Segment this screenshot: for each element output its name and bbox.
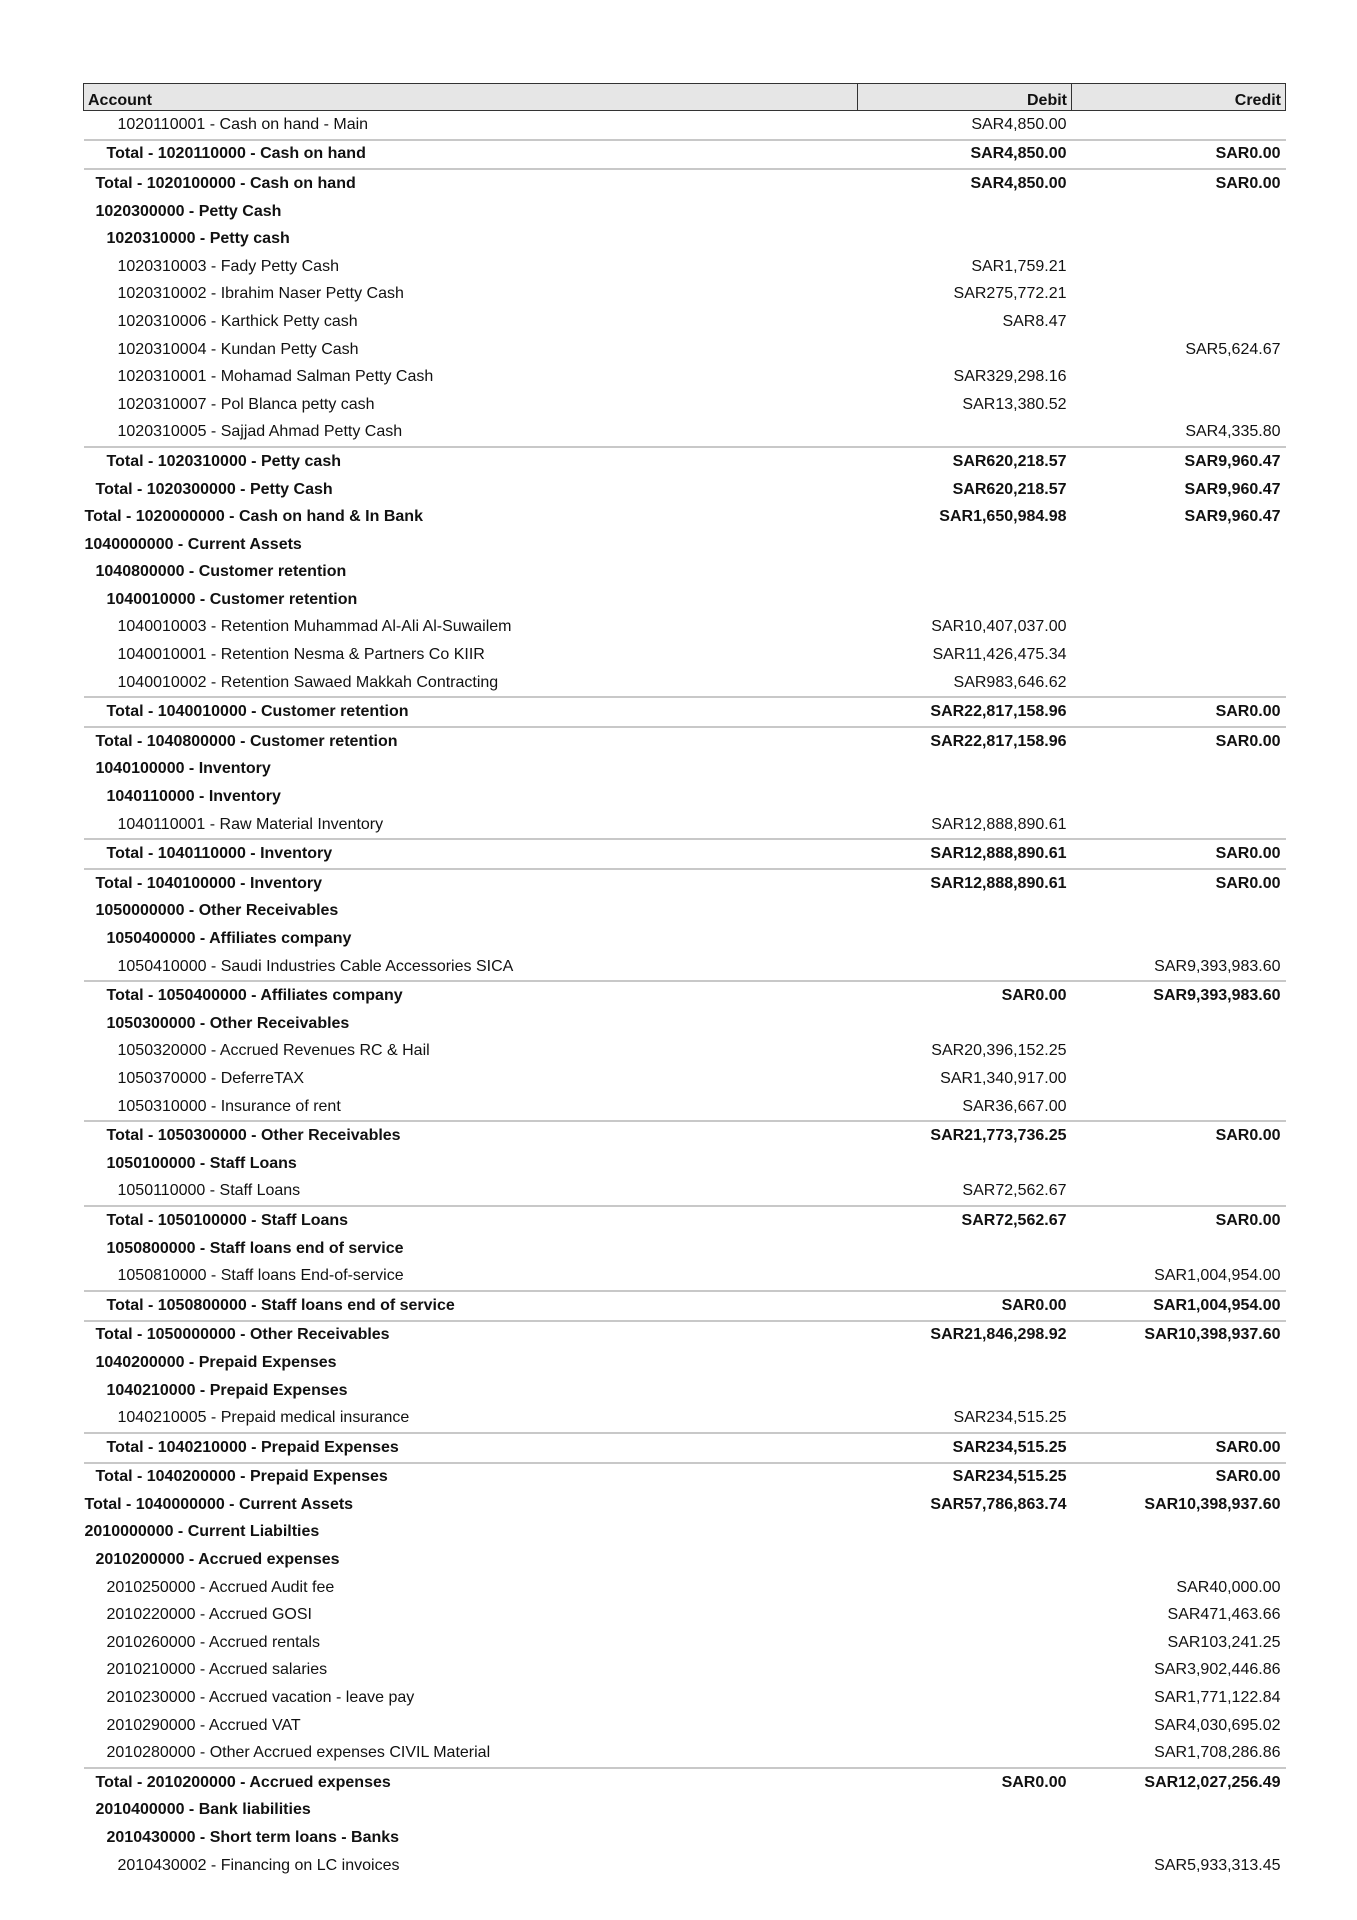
debit-cell: SAR57,786,863.74 <box>930 1495 1067 1513</box>
total-row <box>84 697 1286 727</box>
credit-cell: SAR471,463.66 <box>1167 1606 1281 1624</box>
account-cell: 1020310007 - Pol Blanca petty cash <box>117 395 375 413</box>
account-cell: 1020310005 - Sajjad Ahmad Petty Cash <box>117 423 403 441</box>
total-row <box>84 1491 1286 1519</box>
credit-cell <box>1072 1797 1286 1825</box>
group-header-row <box>84 756 1286 784</box>
credit-cell <box>1072 1010 1286 1038</box>
debit-cell: SAR12,888,890.61 <box>931 815 1067 833</box>
debit-cell: SAR4,850.00 <box>970 174 1067 192</box>
debit-cell: SAR13,380.52 <box>962 395 1067 413</box>
debit-cell: SAR36,667.00 <box>962 1097 1067 1115</box>
account-cell: 2010210000 - Accrued salaries <box>106 1661 328 1679</box>
account-cell: 1020110001 - Cash on hand - Main <box>117 115 369 133</box>
debit-cell <box>858 1684 1072 1712</box>
group-header-row <box>84 586 1286 614</box>
credit-cell <box>1072 198 1286 226</box>
account-cell: 1050810000 - Staff loans End-of-service <box>117 1267 404 1285</box>
group-header-row <box>84 898 1286 926</box>
account-cell: 2010280000 - Other Accrued expenses CIVIL Material <box>106 1744 491 1762</box>
table-row <box>84 419 1286 448</box>
table-row <box>84 308 1286 336</box>
debit-cell <box>858 1797 1072 1825</box>
credit-cell: SAR9,960.47 <box>1184 508 1281 526</box>
table-row <box>84 1093 1286 1122</box>
table-row <box>84 1601 1286 1629</box>
account-cell: 2010220000 - Accrued GOSI <box>106 1606 312 1624</box>
group-header-row <box>84 1349 1286 1377</box>
account-cell: 1040000000 - Current Assets <box>84 535 302 553</box>
credit-cell: SAR10,398,937.60 <box>1144 1495 1281 1513</box>
debit-cell <box>858 1235 1072 1263</box>
total-row <box>84 1433 1286 1463</box>
group-header-row <box>84 1797 1286 1825</box>
table-row <box>84 1065 1286 1093</box>
account-cell: Total - 1020000000 - Cash on hand & In Bank <box>84 508 423 526</box>
debit-cell: SAR21,773,736.25 <box>858 1121 1072 1150</box>
credit-cell <box>1072 1546 1286 1574</box>
credit-cell: SAR1,004,954.00 <box>1154 1267 1281 1285</box>
account-cell: 2010250000 - Accrued Audit fee <box>106 1578 335 1596</box>
debit-cell: SAR234,515.25 <box>953 1409 1067 1427</box>
debit-cell <box>858 1150 1072 1178</box>
total-row <box>84 1768 1286 1797</box>
credit-cell <box>1072 531 1286 559</box>
account-cell: Total - 1040000000 - Current Assets <box>84 1495 354 1513</box>
table-row <box>84 953 1286 982</box>
account-cell: 2010430002 - Financing on LC invoices <box>117 1856 400 1874</box>
debit-cell: SAR22,817,158.96 <box>858 697 1072 727</box>
total-row <box>84 1463 1286 1492</box>
table-row <box>84 1852 1286 1880</box>
table-row <box>84 1404 1286 1433</box>
account-cell: 2010290000 - Accrued VAT <box>106 1716 301 1734</box>
credit-cell <box>1072 1093 1286 1122</box>
credit-cell: SAR10,398,937.60 <box>1144 1326 1281 1344</box>
debit-cell: SAR12,888,890.61 <box>930 874 1067 892</box>
credit-cell: SAR4,030,695.02 <box>1154 1716 1281 1734</box>
debit-cell <box>858 1601 1072 1629</box>
table-row <box>84 811 1286 840</box>
credit-cell <box>1072 586 1286 614</box>
credit-cell <box>1072 1235 1286 1263</box>
group-header-row <box>84 1546 1286 1574</box>
account-cell: 2010400000 - Bank liabilities <box>95 1801 311 1819</box>
trial-balance-table <box>83 83 1286 1879</box>
account-cell: 2010230000 - Accrued vacation - leave pay <box>106 1689 415 1707</box>
debit-cell <box>858 1824 1072 1852</box>
table-row <box>84 614 1286 642</box>
debit-cell: SAR1,759.21 <box>971 257 1067 275</box>
account-cell: 1050800000 - Staff loans end of service <box>106 1239 404 1257</box>
debit-cell: SAR11,426,475.34 <box>932 646 1067 664</box>
credit-cell <box>1072 669 1286 698</box>
total-row <box>84 1321 1286 1350</box>
credit-cell <box>1072 1824 1286 1852</box>
table-row <box>84 1684 1286 1712</box>
table-row <box>84 111 1286 140</box>
credit-cell: SAR1,771,122.84 <box>1154 1689 1281 1707</box>
credit-cell <box>1072 253 1286 281</box>
debit-cell <box>858 559 1072 587</box>
credit-cell <box>1072 391 1286 419</box>
debit-cell: SAR72,562.67 <box>962 1182 1067 1200</box>
credit-cell: SAR0.00 <box>1072 140 1286 170</box>
debit-cell: SAR12,888,890.61 <box>858 839 1072 869</box>
debit-cell: SAR21,846,298.92 <box>930 1326 1067 1344</box>
account-cell: 2010200000 - Accrued expenses <box>95 1551 340 1569</box>
account-cell: 1020310003 - Fady Petty Cash <box>117 257 339 275</box>
account-cell: 1040010001 - Retention Nesma & Partners Co KIIR <box>117 646 485 664</box>
account-cell: Total - 1050300000 - Other Receivables <box>84 1121 858 1150</box>
table-row <box>84 1574 1286 1602</box>
debit-cell: SAR72,562.67 <box>858 1206 1072 1235</box>
debit-cell <box>858 336 1072 364</box>
debit-cell: SAR234,515.25 <box>858 1433 1072 1463</box>
credit-cell: SAR9,960.47 <box>1184 480 1281 498</box>
total-row <box>84 839 1286 869</box>
total-row <box>84 1291 1286 1321</box>
table-row <box>84 1657 1286 1685</box>
group-header-row <box>84 1150 1286 1178</box>
debit-cell <box>858 1629 1072 1657</box>
account-cell: 1020310004 - Kundan Petty Cash <box>117 340 359 358</box>
debit-cell <box>858 1852 1072 1880</box>
group-header-row <box>84 531 1286 559</box>
credit-cell: SAR0.00 <box>1215 874 1281 892</box>
group-header-row <box>84 198 1286 226</box>
total-row <box>84 169 1286 198</box>
credit-cell <box>1072 811 1286 840</box>
total-row <box>84 503 1286 531</box>
table-row <box>84 1038 1286 1066</box>
debit-cell: SAR0.00 <box>858 1768 1072 1797</box>
debit-cell: SAR983,646.62 <box>953 673 1067 691</box>
debit-cell <box>858 586 1072 614</box>
account-cell: Total - 1040200000 - Prepaid Expenses <box>95 1468 388 1486</box>
group-header-row <box>84 1010 1286 1038</box>
account-cell: Total - 1020110000 - Cash on hand <box>84 140 858 170</box>
account-cell: Total - 1040010000 - Customer retention <box>84 697 858 727</box>
credit-cell: SAR1,708,286.86 <box>1154 1744 1281 1762</box>
account-cell: Total - 1040210000 - Prepaid Expenses <box>84 1433 858 1463</box>
credit-cell <box>1072 559 1286 587</box>
credit-cell <box>1072 756 1286 784</box>
debit-cell: SAR4,850.00 <box>858 140 1072 170</box>
credit-cell: SAR5,933,313.45 <box>1154 1856 1281 1874</box>
total-row <box>84 140 1286 170</box>
table-row <box>84 391 1286 419</box>
debit-cell <box>858 756 1072 784</box>
credit-cell: SAR0.00 <box>1215 732 1281 750</box>
account-cell: 2010260000 - Accrued rentals <box>106 1633 320 1651</box>
account-cell: Total - 2010200000 - Accrued expenses <box>84 1768 858 1797</box>
account-cell: 1020310006 - Karthick Petty cash <box>117 312 358 330</box>
debit-cell <box>858 783 1072 811</box>
account-cell: 1040200000 - Prepaid Expenses <box>95 1353 337 1371</box>
credit-cell <box>1072 111 1286 140</box>
debit-cell: SAR234,515.25 <box>952 1468 1067 1486</box>
account-cell: Total - 1050000000 - Other Receivables <box>95 1326 390 1344</box>
account-cell: Total - 1040110000 - Inventory <box>84 839 858 869</box>
debit-cell <box>858 898 1072 926</box>
credit-column-header: Credit <box>1072 84 1286 111</box>
table-row <box>84 1629 1286 1657</box>
credit-cell: SAR0.00 <box>1072 839 1286 869</box>
debit-cell <box>858 198 1072 226</box>
debit-cell <box>858 925 1072 953</box>
credit-cell: SAR12,027,256.49 <box>1072 1768 1286 1797</box>
table-row <box>84 363 1286 391</box>
debit-cell: SAR1,650,984.98 <box>939 508 1067 526</box>
group-header-row <box>84 559 1286 587</box>
debit-cell: SAR4,850.00 <box>971 115 1067 133</box>
credit-cell <box>1072 1349 1286 1377</box>
account-cell: 1020310001 - Mohamad Salman Petty Cash <box>117 368 434 386</box>
debit-cell <box>858 953 1072 982</box>
credit-cell <box>1072 898 1286 926</box>
account-cell: 1050100000 - Staff Loans <box>106 1154 297 1172</box>
table-row <box>84 641 1286 669</box>
account-cell: 1050000000 - Other Receivables <box>95 902 339 920</box>
total-row <box>84 727 1286 756</box>
account-cell: 1020300000 - Petty Cash <box>95 202 282 220</box>
credit-cell: SAR0.00 <box>1072 1206 1286 1235</box>
account-cell: Total - 1050100000 - Staff Loans <box>84 1206 858 1235</box>
credit-cell: SAR9,393,983.60 <box>1154 957 1281 975</box>
credit-cell: SAR40,000.00 <box>1176 1578 1281 1596</box>
account-cell: 1020310000 - Petty cash <box>106 230 290 248</box>
table-header <box>84 84 1286 111</box>
credit-cell: SAR0.00 <box>1072 697 1286 727</box>
credit-cell <box>1072 614 1286 642</box>
total-row <box>84 1206 1286 1235</box>
table-row <box>84 1712 1286 1740</box>
debit-cell <box>858 419 1072 448</box>
credit-cell <box>1072 1404 1286 1433</box>
total-row <box>84 476 1286 504</box>
group-header-row <box>84 1824 1286 1852</box>
account-cell: 1040210005 - Prepaid medical insurance <box>117 1409 410 1427</box>
account-cell: Total - 1020310000 - Petty cash <box>84 447 858 476</box>
credit-cell: SAR4,335.80 <box>1185 423 1281 441</box>
credit-cell <box>1072 1038 1286 1066</box>
debit-cell: SAR1,340,917.00 <box>940 1069 1067 1087</box>
debit-cell: SAR620,218.57 <box>952 480 1067 498</box>
credit-cell <box>1072 308 1286 336</box>
debit-column-header: Debit <box>858 84 1072 111</box>
account-cell: 1040010000 - Customer retention <box>106 590 358 608</box>
account-cell: 1050110000 - Staff Loans <box>117 1182 301 1200</box>
debit-cell <box>858 531 1072 559</box>
table-row <box>84 669 1286 698</box>
account-cell: 1050370000 - DeferreTAX <box>117 1069 304 1087</box>
table-row <box>84 1739 1286 1768</box>
account-cell: 1040800000 - Customer retention <box>95 563 347 581</box>
credit-cell <box>1072 1178 1286 1207</box>
account-cell: 1050320000 - Accrued Revenues RC & Hail <box>117 1042 430 1060</box>
credit-cell: SAR0.00 <box>1072 1121 1286 1150</box>
table-body <box>84 111 1286 1880</box>
debit-cell: SAR0.00 <box>858 1291 1072 1321</box>
total-row <box>84 447 1286 476</box>
credit-cell: SAR103,241.25 <box>1167 1633 1281 1651</box>
account-cell: 1040010003 - Retention Muhammad Al-Ali Al-Suwailem <box>117 618 512 636</box>
debit-cell: SAR275,772.21 <box>953 285 1067 303</box>
debit-cell <box>858 1262 1072 1291</box>
debit-cell: SAR22,817,158.96 <box>930 732 1067 750</box>
account-cell: Total - 1040100000 - Inventory <box>95 874 322 892</box>
credit-cell: SAR1,004,954.00 <box>1072 1291 1286 1321</box>
table-row <box>84 253 1286 281</box>
debit-cell <box>858 1377 1072 1405</box>
credit-cell: SAR5,624.67 <box>1185 340 1281 358</box>
group-header-row <box>84 1235 1286 1263</box>
debit-cell <box>858 1712 1072 1740</box>
credit-cell: SAR0.00 <box>1072 1433 1286 1463</box>
credit-cell <box>1072 925 1286 953</box>
debit-cell <box>858 1574 1072 1602</box>
account-cell: 1020310002 - Ibrahim Naser Petty Cash <box>117 285 404 303</box>
credit-cell <box>1072 1065 1286 1093</box>
total-row <box>84 1121 1286 1150</box>
account-cell: Total - 1050800000 - Staff loans end of service <box>84 1291 858 1321</box>
group-header-row <box>84 225 1286 253</box>
table-row <box>84 281 1286 309</box>
credit-cell: SAR9,393,983.60 <box>1072 981 1286 1010</box>
credit-cell <box>1072 225 1286 253</box>
credit-cell <box>1072 1377 1286 1405</box>
debit-cell <box>858 1349 1072 1377</box>
account-cell: Total - 1050400000 - Affiliates company <box>84 981 858 1010</box>
group-header-row <box>84 783 1286 811</box>
table-row <box>84 1262 1286 1291</box>
debit-cell <box>858 1519 1072 1547</box>
group-header-row <box>84 925 1286 953</box>
account-cell: 1040110000 - Inventory <box>106 788 281 806</box>
debit-cell <box>858 1546 1072 1574</box>
debit-cell <box>858 225 1072 253</box>
account-cell: 1040210000 - Prepaid Expenses <box>106 1381 348 1399</box>
account-cell: 2010000000 - Current Liabilties <box>84 1523 320 1541</box>
account-cell: 1050300000 - Other Receivables <box>106 1014 350 1032</box>
account-column-header: Account <box>84 84 858 111</box>
debit-cell: SAR8.47 <box>1002 312 1067 330</box>
debit-cell: SAR620,218.57 <box>858 447 1072 476</box>
credit-cell <box>1072 281 1286 309</box>
account-cell: 1050410000 - Saudi Industries Cable Accessories SICA <box>117 957 514 975</box>
table-row <box>84 336 1286 364</box>
group-header-row <box>84 1377 1286 1405</box>
account-cell: 1040010002 - Retention Sawaed Makkah Contracting <box>117 673 499 691</box>
debit-cell <box>858 1010 1072 1038</box>
total-row <box>84 869 1286 898</box>
account-cell: 1040110001 - Raw Material Inventory <box>117 815 384 833</box>
account-cell: Total - 1020100000 - Cash on hand <box>95 174 356 192</box>
account-cell: 2010430000 - Short term loans - Banks <box>106 1829 400 1847</box>
total-row <box>84 981 1286 1010</box>
account-cell: 1040100000 - Inventory <box>95 760 271 778</box>
group-header-row <box>84 1519 1286 1547</box>
table-row <box>84 1178 1286 1207</box>
debit-cell <box>858 1739 1072 1768</box>
credit-cell <box>1072 1519 1286 1547</box>
debit-cell: SAR0.00 <box>858 981 1072 1010</box>
debit-cell: SAR20,396,152.25 <box>931 1042 1067 1060</box>
credit-cell: SAR3,902,446.86 <box>1154 1661 1281 1679</box>
credit-cell <box>1072 363 1286 391</box>
debit-cell: SAR329,298.16 <box>953 368 1067 386</box>
credit-cell <box>1072 641 1286 669</box>
account-cell: 1050310000 - Insurance of rent <box>117 1097 341 1115</box>
credit-cell <box>1072 783 1286 811</box>
credit-cell: SAR0.00 <box>1215 1468 1281 1486</box>
debit-cell <box>858 1657 1072 1685</box>
account-cell: Total - 1040800000 - Customer retention <box>95 732 398 750</box>
credit-cell: SAR9,960.47 <box>1072 447 1286 476</box>
debit-cell: SAR10,407,037.00 <box>931 618 1067 636</box>
credit-cell: SAR0.00 <box>1215 174 1281 192</box>
account-cell: Total - 1020300000 - Petty Cash <box>95 480 333 498</box>
account-cell: 1050400000 - Affiliates company <box>106 930 352 948</box>
credit-cell <box>1072 1150 1286 1178</box>
